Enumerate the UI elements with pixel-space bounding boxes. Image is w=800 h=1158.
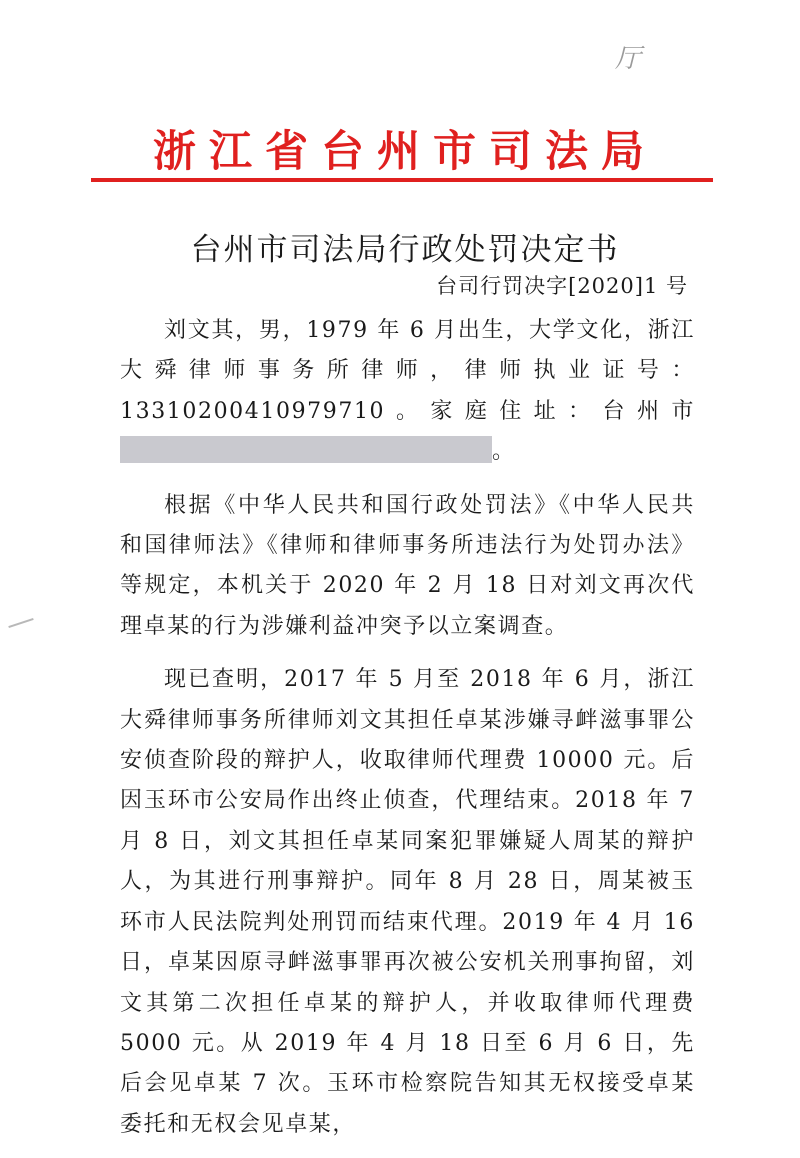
paragraph-facts: 现已查明，2017 年 5 月至 2018 年 6 月，浙江大舜律师事务所律师刘文其担任卓某涉嫌寻衅滋事罪公安侦查阶段的辩护人，收取律师代理费 10000 元。后因玉环市公安局作出终止侦查，代理结束。2018 年 7 月 8 日，刘文其担任卓某同案犯罪嫌疑人周某的辩护人，为其进行刑事辩护。同年 8 月 28 日，周某被玉环市人民法院判处刑罚而结束代理。2019 年 4 月 16 日，卓某因原寻衅滋事罪再次被公安机关刑事拘留，刘文其第二次担任卓某的辩护人，并收取律师代理费 5000 元。从 2019 年 4 月 18 日至 6 月 6 日，先后会见卓某 7 次。玉环市检察院告知其无权接受卓某委托和无权会见卓某，: [120, 667, 695, 1137]
document-number: 台司行罚决字[2020]1 号: [436, 274, 688, 298]
corner-handwritten-mark: 厅: [615, 44, 642, 74]
paragraph-party-info: [120, 311, 695, 473]
agency-letterhead: 浙江省台州市司法局: [153, 127, 657, 177]
paragraph-legal-basis: 根据《中华人民共和国行政处罚法》《中华人民共和国律师法》《律师和律师事务所违法行为处罚办法》等规定，本机关于 2020 年 2 月 18 日对刘文再次代理卓某的行为涉嫌利益冲突予以立案调查。: [120, 492, 695, 639]
document-body: [120, 311, 695, 1158]
paragraph-party-info-end: 。: [492, 439, 516, 465]
address-redaction: [120, 436, 492, 463]
letterhead-red-rule: [91, 178, 713, 182]
document-title: 台州市司法局行政处罚决定书: [190, 232, 620, 268]
scan-artifact-mark: [8, 618, 33, 628]
paragraph-party-info-text: 刘文其，男，1979 年 6 月出生，大学文化，浙江大舜律师事务所律师，律师执业证号：13310200410979710。家庭住址：台州市: [120, 318, 695, 424]
